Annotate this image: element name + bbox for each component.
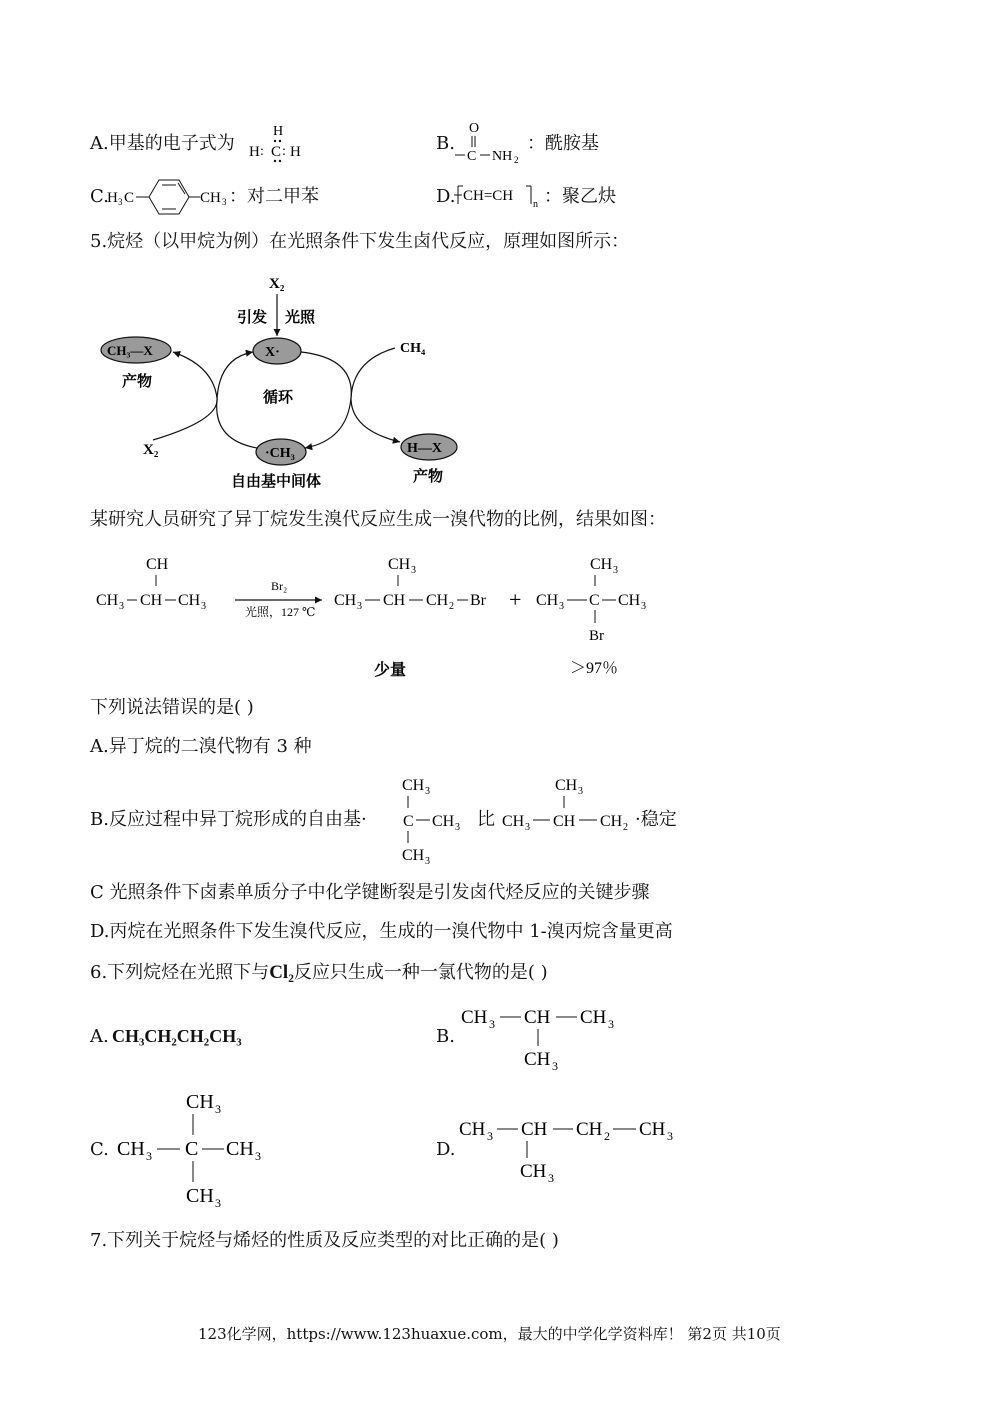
svg-text:H: H (107, 190, 118, 206)
svg-text:CH: CH (432, 813, 455, 830)
ch3-radical-label: ·CH₃ (265, 446, 295, 461)
condition-label: 光照，127 ℃ (245, 605, 316, 619)
svg-text:Br: Br (470, 592, 486, 609)
q7-stem: 7.下列关于烷烃与烯烃的性质及反应类型的对比正确的是( ) (90, 1230, 559, 1251)
q6-stem-cl2: Cl₂ (269, 962, 294, 983)
q6-option-b-label: B. (436, 1026, 455, 1047)
svg-text:3: 3 (552, 1059, 558, 1073)
svg-text:CH: CH (502, 813, 525, 830)
svg-text:H: H (273, 124, 284, 139)
q6-stem-pre: 6.下列烷烃在光照下与 (90, 962, 270, 983)
svg-text:3: 3 (118, 197, 123, 207)
q5-option-b-post: ·稳定 (635, 809, 677, 830)
svg-text:CH: CH (580, 1007, 607, 1028)
svg-text:CH: CH (524, 1007, 551, 1028)
tert-butyl-radical-structure (394, 770, 474, 865)
svg-text:C: C (185, 1138, 199, 1160)
major-product-label: ＞97％ (570, 660, 619, 677)
svg-text:3: 3 (667, 1129, 673, 1143)
svg-text:CH: CH (178, 592, 201, 609)
svg-text:CH: CH (618, 592, 641, 609)
svg-text:CH: CH (200, 190, 221, 206)
q5-stem: 5.烷烃（以甲烷为例）在光照条件下发生卤代反应，原理如图所示： (90, 231, 630, 252)
svg-text:2: 2 (449, 601, 454, 612)
svg-text:Br: Br (589, 628, 604, 644)
isobutane-bromination-scheme (90, 548, 670, 688)
svg-text:3: 3 (201, 601, 206, 612)
q4-option-a-label: A.甲基的电子式为 (90, 133, 235, 154)
q6-stem (90, 962, 548, 984)
svg-text:n: n (533, 199, 538, 210)
svg-text:CH: CH (426, 592, 449, 609)
x-radical-label: X· (265, 345, 280, 360)
neopentane-structure-c (114, 1085, 284, 1210)
svg-text:C: C (403, 813, 414, 830)
q5-option-d: D.丙烷在光照条件下发生溴代反应，生成的一溴代物中 1-溴丙烷含量更高 (90, 921, 673, 942)
svg-text:CH: CH (576, 1119, 603, 1140)
svg-text:3: 3 (455, 822, 460, 833)
radical-intermediate-label: 自由基中间体 (231, 474, 322, 490)
reagent-label: Br₂ (271, 579, 288, 593)
svg-text:H: H (249, 144, 260, 160)
x2-top-label: X₂ (269, 276, 285, 292)
svg-text:3: 3 (548, 1171, 554, 1185)
amide-group-structure (452, 118, 532, 166)
ch3x-label: CH₃—X (107, 343, 153, 358)
svg-text:CH: CH (96, 592, 119, 609)
x2-left-label: X₂ (143, 442, 159, 458)
q4-option-c-name: ：对二甲苯 (229, 186, 319, 207)
q5-option-c: C 光照条件下卤素单质分子中化学键断裂是引发卤代烃反应的关键步骤 (90, 882, 650, 903)
svg-text:H: H (290, 144, 301, 160)
svg-text:3: 3 (613, 565, 618, 576)
svg-text:2: 2 (623, 822, 628, 830)
svg-text:CH: CH (186, 1185, 214, 1207)
svg-text:C: C (124, 190, 135, 206)
svg-text:3: 3 (489, 1017, 495, 1031)
svg-text:CH: CH (117, 1138, 145, 1160)
q5-option-a: A.异丁烷的二溴代物有 3 种 (90, 736, 312, 757)
svg-text:3: 3 (608, 1017, 614, 1031)
svg-text:O: O (469, 121, 480, 136)
page-footer: 123化学网，https://www.123huaxue.com，最大的中学化学资料库！ 第2页 共10页 (198, 1325, 781, 1343)
q4-option-d-label: D. (436, 186, 456, 207)
svg-text:CH: CH (590, 556, 613, 573)
svg-text:CH: CH (461, 1007, 488, 1028)
svg-text:3: 3 (146, 1149, 152, 1163)
svg-text:+: + (509, 587, 522, 612)
minor-product-label: 少量 (374, 662, 407, 679)
q4-option-b-name: ：酰胺基 (527, 133, 599, 154)
svg-text:CH: CH (334, 592, 357, 609)
svg-text:CH: CH (186, 1091, 214, 1113)
svg-text:C: C (589, 592, 600, 609)
q4-option-d-name: ：聚乙炔 (544, 186, 616, 207)
svg-text:3: 3 (578, 786, 583, 797)
q6-option-d-label: D. (436, 1139, 456, 1160)
product-right-label: 产物 (413, 469, 444, 485)
svg-text:3: 3 (559, 601, 564, 612)
svg-text:CH: CH (520, 1161, 547, 1182)
q6-option-a-formula: CH₃CH₂CH₂CH₃ (112, 1026, 242, 1046)
product-left-label: 产物 (122, 374, 153, 390)
svg-text:2: 2 (514, 155, 519, 165)
initiate-label: 引发 (237, 310, 268, 326)
halogenation-mechanism-diagram (95, 270, 470, 495)
q4-option-c-label: C. (90, 186, 109, 207)
svg-text:C: C (467, 149, 477, 164)
svg-text:3: 3 (357, 601, 362, 612)
svg-text:3: 3 (525, 822, 530, 830)
q6-stem-post: 反应只生成一种一氯代物的是( ) (293, 962, 548, 983)
svg-text::: : (260, 144, 264, 159)
svg-text:NH: NH (492, 149, 513, 164)
q5-option-b-mid: 比 (477, 809, 495, 830)
svg-text:3: 3 (425, 856, 430, 865)
svg-text:3: 3 (641, 601, 646, 612)
ch4-label: CH₄ (400, 341, 426, 356)
svg-text:3: 3 (487, 1129, 493, 1143)
svg-text:CH: CH (402, 777, 425, 794)
isopentane-structure-d (456, 1110, 686, 1190)
svg-text:3: 3 (425, 786, 430, 797)
q4-option-b-label: B. (436, 133, 455, 154)
svg-text:CH: CH (521, 1119, 548, 1140)
svg-text:3: 3 (215, 1196, 221, 1210)
svg-text:CH: CH (524, 1049, 551, 1070)
svg-text:CH: CH (600, 813, 623, 830)
svg-text:C: C (271, 144, 282, 160)
svg-text:3: 3 (215, 1102, 221, 1116)
polyacetylene-structure (453, 180, 543, 210)
hx-label: H—X (407, 441, 442, 456)
svg-text:CH: CH (388, 556, 411, 573)
svg-text:CH: CH (146, 556, 169, 573)
svg-text:CH: CH (140, 592, 163, 609)
cycle-label: 循环 (263, 390, 294, 406)
svg-text:CH: CH (383, 592, 406, 609)
svg-text:CH: CH (402, 847, 425, 864)
svg-text:CH: CH (536, 592, 559, 609)
q5-research-text: 某研究人员研究了异丁烷发生溴代反应生成一溴代物的比例，结果如图： (90, 509, 666, 530)
svg-text:CH: CH (639, 1119, 666, 1140)
q6-option-a-label: A. (90, 1026, 109, 1047)
svg-text::: : (282, 144, 286, 159)
svg-text:CH: CH (553, 813, 576, 830)
light-label: 光照 (285, 310, 316, 326)
q6-option-c-label: C. (90, 1139, 109, 1160)
svg-text:3: 3 (255, 1149, 261, 1163)
q5-option-b-pre: B.反应过程中异丁烷形成的自由基· (90, 809, 367, 830)
svg-text:2: 2 (604, 1129, 610, 1143)
p-xylene-structure (105, 176, 235, 216)
isobutyl-radical-structure (500, 770, 640, 830)
svg-text:CH=CH: CH=CH (463, 188, 514, 204)
svg-text:3: 3 (222, 197, 227, 207)
svg-text:3: 3 (119, 601, 124, 612)
svg-text:CH: CH (459, 1119, 486, 1140)
svg-text:3: 3 (411, 565, 416, 576)
svg-text:CH: CH (555, 777, 578, 794)
isobutane-structure-b (458, 998, 628, 1078)
svg-text:CH: CH (226, 1138, 254, 1160)
q5-question: 下列说法错误的是( ) (90, 697, 254, 718)
methyl-electron-formula (246, 120, 308, 166)
